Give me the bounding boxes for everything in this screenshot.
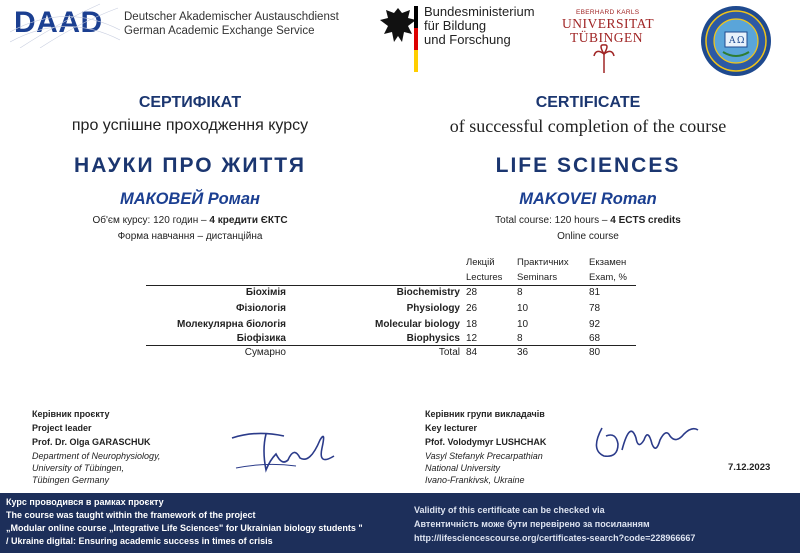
student-name-en: MAKOVEI Roman <box>519 190 657 208</box>
seminars-cell: 8 <box>517 333 523 344</box>
course-name-ua: НАУКИ ПРО ЖИТТЯ <box>74 154 306 177</box>
exam-cell: 78 <box>589 303 601 314</box>
header-exam-en: Exam, % <box>589 272 628 283</box>
subject-ua: Біохімія <box>245 287 286 298</box>
lecturer-affiliation-3: Ivano-Frankivsk, Ukraine <box>425 475 525 485</box>
lectures-cell: 18 <box>466 319 478 330</box>
subject-ua: Біофізика <box>236 333 286 344</box>
subject-ua: Молекулярна біологія <box>176 319 286 330</box>
subject-en: Biochemistry <box>396 287 460 298</box>
course-hours-ua-text: Об'єм курсу: 120 годин – <box>92 215 210 226</box>
footer-validity-en: Validity of this certificate can be checked via <box>414 505 605 515</box>
exam-cell: 81 <box>589 287 601 298</box>
footer-project-ua: Курс проводився в рамках проєкту <box>6 497 164 507</box>
course-hours-en-text: Total course: 120 hours – <box>495 215 611 226</box>
total-lectures: 84 <box>466 347 478 358</box>
seminars-cell: 8 <box>517 287 523 298</box>
course-credits-en: 4 ECTS credits <box>610 215 681 226</box>
study-mode-en: Online course <box>557 231 619 242</box>
subject-en: Molecular biology <box>374 319 460 330</box>
certificate-subtitle-ua: про успішне проходження курсу <box>71 117 309 134</box>
subject-en: Physiology <box>406 303 460 314</box>
seminars-cell: 10 <box>517 303 529 314</box>
lecturer-affiliation-1: Vasyl Stefanyk Precarpathian <box>425 451 543 461</box>
course-name-en: LIFE SCIENCES <box>495 154 681 177</box>
federal-eagle-icon <box>376 4 420 76</box>
student-name-ua: МАКОВЕЙ Роман <box>119 190 260 208</box>
university-seal-icon <box>699 4 773 78</box>
course-credits-ua: 4 кредити ЄКТС <box>209 215 288 226</box>
daad-logo-wordmark: DAAD <box>14 6 103 39</box>
header-seminars-ua: Практичних <box>517 257 569 268</box>
study-mode-ua: Форма навчання – дистанційна <box>117 231 263 242</box>
svg-text:Ω: Ω <box>737 36 745 46</box>
subject-ua: Фізіологія <box>235 303 286 314</box>
certificate-title-en: CERTIFICATE <box>535 94 641 111</box>
exam-cell: 92 <box>589 319 601 330</box>
footer-validity-ua: Автентичність може бути перевірено за посиланням <box>414 519 650 529</box>
lecturer-signature <box>588 410 708 470</box>
header-exam-ua: Екзамен <box>589 257 627 268</box>
footer-project-subtitle: / Ukraine digital: Ensuring academic success in times of crisis <box>6 536 273 546</box>
leader-signature <box>226 420 346 480</box>
lecturer-role-ua: Керівник групи викладачів <box>425 409 545 419</box>
course-hours-ua <box>40 215 340 226</box>
leader-role-ua: Керівник проєкту <box>32 409 110 419</box>
lectures-cell: 28 <box>466 287 478 298</box>
daad-globe-lines <box>10 2 120 48</box>
total-label-en: Total <box>438 347 460 358</box>
leader-role-en: Project leader <box>32 423 92 433</box>
lectures-cell: 26 <box>466 303 478 314</box>
tubingen-name-line2: TÜBINGEN <box>570 30 643 45</box>
bmbf-name-line3: und Forschung <box>424 32 511 47</box>
daad-name-en: German Academic Exchange Service <box>124 25 315 37</box>
lecturer-role-en: Key lecturer <box>425 423 478 433</box>
leader-name: Prof. Dr. Olga GARASCHUK <box>32 437 151 447</box>
header-lectures-ua: Лекцій <box>466 257 495 268</box>
leader-affiliation-3: Tübingen Germany <box>32 475 110 485</box>
total-seminars: 36 <box>517 347 529 358</box>
bmbf-name-line2: für Bildung <box>424 18 487 33</box>
footer-project-name: „Modular online course „Integrative Life Sciences" for Ukrainian biology students " <box>6 523 363 533</box>
total-exam: 80 <box>589 347 601 358</box>
tubingen-palm-icon <box>592 44 616 74</box>
leader-affiliation-2: University of Tübingen, <box>32 463 125 473</box>
tubingen-name-line1: UNIVERSITAT <box>562 16 655 31</box>
footer-verification-link[interactable]: http://lifesciencescourse.org/certificates-search?code=228966667 <box>414 533 696 543</box>
lecturer-name: Pfof. Volodymyr LUSHCHAK <box>425 437 547 447</box>
footer-project-en: The course was taught within the framework of the project <box>6 510 256 520</box>
total-label-ua: Сумарно <box>244 347 286 358</box>
exam-cell: 68 <box>589 333 601 344</box>
lecturer-affiliation-2: National University <box>425 463 501 473</box>
lectures-cell: 12 <box>466 333 478 344</box>
header-seminars-en: Seminars <box>517 272 558 283</box>
daad-name-de: Deutscher Akademischer Austauschdienst <box>124 11 339 23</box>
svg-text:A: A <box>729 36 736 46</box>
tubingen-small-caption: EBERHARD KARLS <box>576 9 640 16</box>
bmbf-name-line1: Bundesministerium <box>424 4 535 19</box>
seminars-cell: 10 <box>517 319 529 330</box>
certificate-subtitle-en: of successful completion of the course <box>449 116 727 136</box>
course-hours-en <box>418 215 758 226</box>
issue-date: 7.12.2023 <box>728 462 771 473</box>
header-lectures-en: Lectures <box>466 272 503 283</box>
subject-en: Biophysics <box>406 333 460 344</box>
leader-affiliation-1: Department of Neurophysiology, <box>32 451 161 461</box>
certificate-title-ua: СЕРТИФІКАТ <box>138 94 242 111</box>
